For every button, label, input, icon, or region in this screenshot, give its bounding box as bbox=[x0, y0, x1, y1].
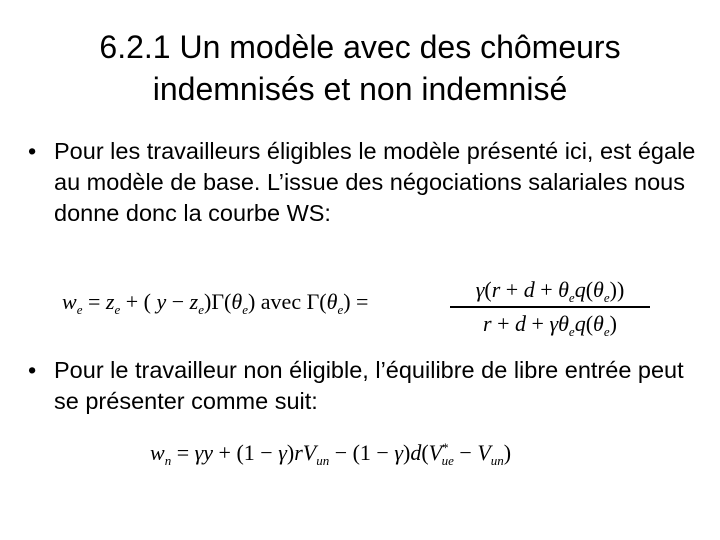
slide-title bbox=[40, 26, 680, 110]
gamma-denominator: $r + d + \gamma\theta_eq(\theta_e)$ bbox=[483, 310, 617, 339]
bullet-text: Pour le travailleur non éligible, l’équilibre de libre entrée peut se présenter comme suit: bbox=[54, 357, 684, 414]
free-entry-equation: $w_n = \gamma y + (1 - \gamma)rV_{un} - (1 - \gamma)d(V^*_{ue} - V_{un})$ bbox=[150, 440, 512, 468]
gamma-numerator: $\gamma(r + d + \theta_eq(\theta_e))$ bbox=[475, 277, 625, 305]
bullet-marker: • bbox=[28, 138, 37, 164]
title-line-2: indemnisés et non indemnisé bbox=[152, 71, 568, 107]
bullet-text: Pour les travailleurs éligibles le modèle présenté ici, est égale au modèle de base. L’issue des négociations salariales nous donne donc la courbe WS: bbox=[54, 138, 696, 226]
bullet-eligible-workers bbox=[28, 136, 698, 229]
fraction-bar bbox=[450, 306, 650, 308]
gamma-fraction bbox=[450, 277, 650, 337]
bullet-non-eligible-worker bbox=[28, 355, 698, 417]
ws-equation-lhs: $w_e = z_e$ + ( $y - z_e)\Gamma(\theta_e)$ avec $\Gamma(\theta_e)$ = bbox=[62, 289, 369, 317]
bullet-marker: • bbox=[28, 357, 37, 383]
title-line-1: 6.2.1 Un modèle avec des chômeurs bbox=[99, 29, 621, 65]
